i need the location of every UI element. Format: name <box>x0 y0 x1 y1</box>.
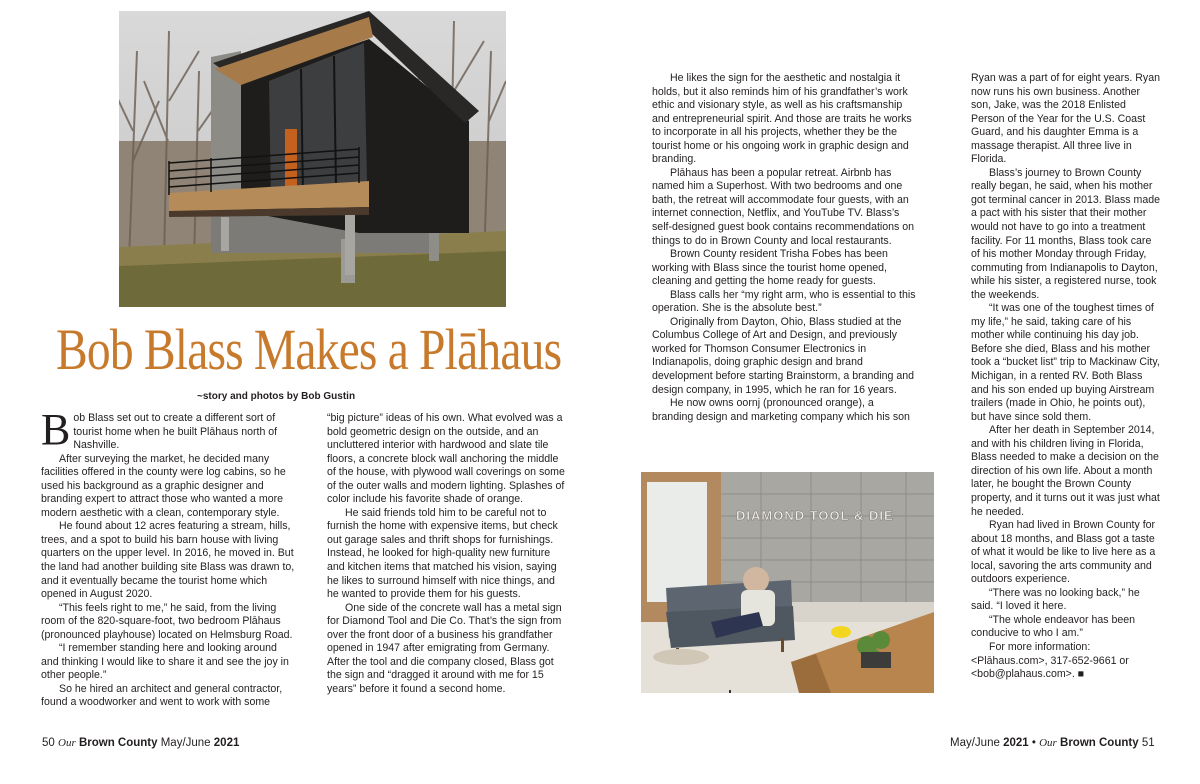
paragraph: Ryan had lived in Brown County for about 18 months, and Blass got a taste of what it would be like to live here as a local, savoring the arts community and outdoors experience. <box>971 519 1156 586</box>
paragraph: He said friends told him to be careful not to furnish the home with expensive items, but check out garage sales and thrift shops for furnishings. Instead, he looked for high-quality new furniture and kitchen items that matched his vision, saying he likes to surround himself with nice things, and he wanted to provide them for his guests. <box>327 506 558 601</box>
magazine-brand: Our <box>58 737 76 749</box>
issue-month: May/June <box>160 737 211 749</box>
issue-month: May/June <box>950 737 1000 749</box>
paragraph: He likes the sign for the aesthetic and nostalgia it holds, but it also reminds him of his grandfather’s work ethic and visionary style, as well as his craftsmanship and entrepreneurial spirit. And those are traits he works to incorporate in all his projects, whether they be the tourist home or his ongoing work in graphic design and branding. <box>652 72 912 166</box>
column-1 <box>41 405 297 710</box>
paragraph: Originally from Dayton, Ohio, Blass studied at the Columbus College of Art and Design, and previously worked for Thomson Consumer Electronics in Indianapolis, doing graphic design and brand development before starting Brainstorm, a branding and design company, in 1995, which he ran for 16 years. <box>652 315 915 396</box>
paragraph: So he hired an architect and general contractor, found a woodworker and went to work with some <box>41 682 283 709</box>
office-photo <box>641 472 934 693</box>
paragraph: Brown County resident Trisha Fobes has been working with Blass since the tourist home opened, cleaning and getting the home ready for guests. <box>652 248 888 288</box>
paragraph: “I remember standing here and looking around and thinking I would like to share it and see the joy in other people.” <box>41 642 289 682</box>
paragraph: Ryan was a part of for eight years. Ryan now runs his own business. Another son, Jake, was the 2018 Enlisted Person of the Year for the U.S. Coast Guard, and his daughter Emma is a massage therapist. All three live in Florida. <box>971 72 1161 166</box>
paragraph-lead <box>41 405 297 454</box>
paragraph: For more information: <box>989 640 1091 653</box>
column-2 <box>327 412 565 696</box>
paragraph: After surveying the market, he decided many facilities offered in the county were log cabins, so he used his background as a graphic designer and branding expert to attract those who wanted a more modern aesthetic with a clean, contemporary style. <box>41 452 286 519</box>
issue-year: 2021 <box>213 737 240 749</box>
article-title: Bob Blass Makes a Plāhaus <box>56 317 562 382</box>
paragraph: “This feels right to me,” he said, from the living room of the 820-square-foot, two bedroom Plāhaus (pronounced playhouse) located on Helmsburg Road. <box>41 601 293 641</box>
paragraph: “big picture” ideas of his own. What evolved was a bold geometric design on the outside, and an uncluttered interior with hardwood and slate tile floors, a concrete block wall anchoring the middle of the house, with plywood wall coverings on some of the outer walls and modern lighting. Splashes of color include his favorite shade of orange. <box>327 412 565 506</box>
column-3 <box>652 72 916 424</box>
folio-right <box>950 736 1155 750</box>
contact-info: <Plāhaus.com>, 317-652-9661 or <bob@plahaus.com>. ■ <box>971 654 1129 681</box>
paragraph: “The whole endeavor has been conducive to who I am.” <box>971 613 1136 640</box>
issue-year: 2021 <box>1003 737 1029 749</box>
byline: ~story and photos by Bob Gustin <box>197 391 356 402</box>
separator-bullet: • <box>1031 737 1036 749</box>
page-number: 51 <box>1141 737 1155 749</box>
paragraph: He now owns oornj (pronounced orange), a branding design and marketing company which his son <box>652 397 910 423</box>
magazine-name: Brown County <box>78 737 158 749</box>
magazine-name: Brown County <box>1060 737 1139 749</box>
office-sign: DIAMOND TOOL & DIE <box>736 508 894 523</box>
paragraph-text: ob Blass set out to create a different sort of tourist home when he built Plāhaus north of Nashville. <box>73 412 278 452</box>
paragraph: Blass calls her “my right arm, who is essential to this operation. She is the absolute best.” <box>652 288 916 315</box>
paragraph: One side of the concrete wall has a metal sign for Diamond Tool and Die Co. That’s the sign from over the front door of a business his grandfather opened in 1947 after emigrating from Germany. After the tool and die company closed, Blass got the sign and “dragged it around with me for 15 years” before it found a second home. <box>327 601 562 695</box>
drop-cap: B <box>41 405 71 454</box>
paragraph: “It was one of the toughest times of my life,” he said, taking care of his mother while continuing his day job. Before she died, Blass and his mother took a “bucket list” trip to Mackinaw City, Michigan, in a rented RV. Both Blass and his son ended up buying Airstream trailers (made in Ohio, he points out), but have since sold them. <box>971 302 1160 423</box>
paragraph: Blass’s journey to Brown County really began, he said, when his mother got terminal cancer in 2013. Blass made a pact with his sister that their mother would not have to go into a treatment facility. For 11 months, Blass took care of his mother Monday through Friday, commuting from Indianapolis to Dayton, while his sister, a registered nurse, took the weekends. <box>971 166 1161 301</box>
paragraph: After her death in September 2014, and with his children living in Florida, Blass needed to make a decision on the direction of his own life. About a month later, he bought the Brown County property, and it turns out it was just what he needed. <box>971 424 1160 518</box>
paragraph: “There was no looking back,” he said. “I loved it here. <box>971 586 1140 613</box>
magazine-brand: Our <box>1039 737 1057 749</box>
paragraph: He found about 12 acres featuring a stream, hills, trees, and a spot to build his barn house with living quarters on the upper level. In 2016, he moved in. But the land had another building site Blass was drawn to, and it eventually became the tourist home which opened in August 2020. <box>41 520 295 601</box>
paragraph: Plāhaus has been a popular retreat. Airbnb has named him a Superhost. With two bedrooms and one bath, the retreat will accommodate four guests, with an internet connection, Netflix, and YouTube TV. Blass’s self-designed guest book contains recommendations on things to do in Brown County and local restaurants. <box>652 166 915 247</box>
house-photo <box>119 11 506 307</box>
folio-left <box>42 736 239 750</box>
page-number: 50 <box>42 737 55 749</box>
column-4 <box>971 72 1162 682</box>
